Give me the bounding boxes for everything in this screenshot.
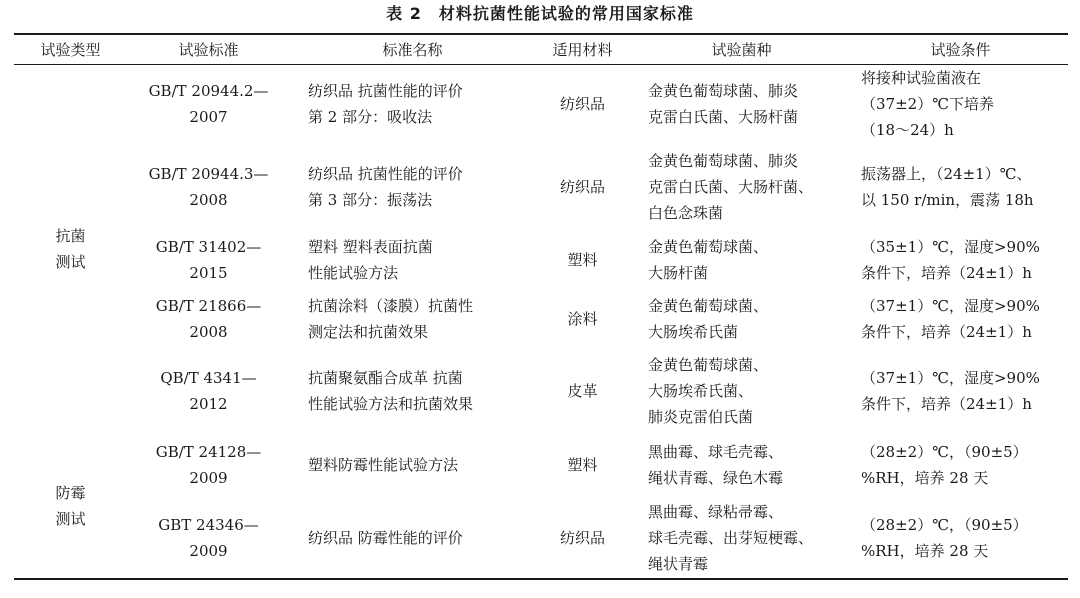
condition-text: 以 150 r/min，震荡 18h xyxy=(861,191,1034,209)
condition-text: 条件下，培养（24±1）h xyxy=(861,395,1032,413)
test-type-text: 抗菌 xyxy=(55,227,86,245)
test-type-text: 测试 xyxy=(55,253,86,271)
condition-text: 条件下，培养（24±1）h xyxy=(861,264,1032,282)
condition-text: （28±2）℃，（90±5） xyxy=(861,443,1028,461)
condition-cell xyxy=(853,349,1068,433)
header-standard: 试验标准 xyxy=(127,34,290,65)
standard-name-cell xyxy=(290,143,535,231)
condition-text: 将接种试验菌液在 xyxy=(861,69,982,87)
bacteria-text: 大肠埃希氏菌、 xyxy=(648,382,754,400)
condition-cell xyxy=(853,433,1068,497)
test-type-cell-antibacterial xyxy=(14,65,127,434)
material-cell: 塑料 xyxy=(567,456,598,474)
material-cell: 塑料 xyxy=(567,251,598,269)
table-row xyxy=(14,65,1068,144)
bacteria-text: 绳状青霉、绿色木霉 xyxy=(648,469,784,487)
table-row xyxy=(14,349,1068,433)
header-bacteria: 试验菌种 xyxy=(630,34,853,65)
standard-text: 2009 xyxy=(189,469,228,487)
standard-name-text: 测定法和抗菌效果 xyxy=(308,323,429,341)
bacteria-cell xyxy=(630,231,853,289)
condition-text: （37±1）℃，湿度>90% xyxy=(861,369,1040,387)
standard-name-text: 第 3 部分：振荡法 xyxy=(308,191,433,209)
standard-cell xyxy=(127,65,290,144)
standard-name-text: 纺织品 抗菌性能的评价 xyxy=(308,82,463,100)
standard-name-text: 抗菌聚氨酯合成革 抗菌 xyxy=(308,369,463,387)
condition-cell xyxy=(853,143,1068,231)
bacteria-text: 绳状青霉 xyxy=(648,554,709,573)
standard-cell xyxy=(127,143,290,231)
header-standard-name: 标准名称 xyxy=(290,34,535,65)
standard-text: 2008 xyxy=(189,323,228,341)
standard-name-text: 性能试验方法和抗菌效果 xyxy=(308,395,474,413)
bacteria-cell xyxy=(630,65,853,144)
standard-cell xyxy=(127,497,290,579)
standard-name-cell xyxy=(290,231,535,289)
condition-cell xyxy=(853,231,1068,289)
material-cell: 涂料 xyxy=(567,310,598,328)
test-type-text: 测试 xyxy=(55,509,86,528)
standard-name-cell xyxy=(290,289,535,349)
standard-name-text: 抗菌涂料（漆膜）抗菌性 xyxy=(308,297,474,315)
standard-cell xyxy=(127,433,290,497)
standard-name-text: 塑料 塑料表面抗菌 xyxy=(308,238,433,256)
standard-text: GB/T 24128— xyxy=(155,443,262,461)
bacteria-cell xyxy=(630,497,853,579)
condition-cell xyxy=(853,289,1068,349)
standard-text: GBT 24346— xyxy=(158,515,259,534)
standard-cell xyxy=(127,289,290,349)
standard-name-text: 性能试验方法 xyxy=(308,264,399,282)
bacteria-text: 白色念珠菌 xyxy=(648,204,724,222)
table-row xyxy=(14,231,1068,289)
header-test-type: 试验类型 xyxy=(14,34,127,65)
condition-text: （35±1）℃，湿度>90% xyxy=(861,238,1040,256)
bacteria-cell xyxy=(630,433,853,497)
standard-name-cell xyxy=(290,497,535,579)
condition-text: 条件下，培养（24±1）h xyxy=(861,323,1032,341)
condition-text: 振荡器上，（24±1）℃、 xyxy=(861,165,1032,183)
condition-text: %RH，培养 28 天 xyxy=(861,541,989,560)
header-condition: 试验条件 xyxy=(853,34,1068,65)
table-row xyxy=(14,143,1068,231)
table-row xyxy=(14,497,1068,579)
test-type-text: 防霉 xyxy=(55,483,86,502)
table-row xyxy=(14,289,1068,349)
bacteria-text: 肺炎克雷伯氏菌 xyxy=(648,408,754,426)
standard-name-text: 纺织品 防霉性能的评价 xyxy=(308,528,463,547)
standard-text: 2008 xyxy=(189,191,228,209)
standard-name-cell xyxy=(290,65,535,144)
standard-name-cell xyxy=(290,433,535,497)
standard-text: 2009 xyxy=(189,541,228,560)
standard-text: GB/T 20944.2— xyxy=(148,82,269,100)
bacteria-text: 金黄色葡萄球菌、肺炎 xyxy=(648,152,799,170)
bacteria-text: 金黄色葡萄球菌、肺炎 xyxy=(648,82,799,100)
condition-text: （37±1）℃，湿度>90% xyxy=(861,297,1040,315)
header-material: 适用材料 xyxy=(535,34,630,65)
header-row xyxy=(14,34,1068,65)
condition-text: %RH，培养 28 天 xyxy=(861,469,989,487)
standard-text: 2015 xyxy=(189,264,228,282)
standard-cell xyxy=(127,231,290,289)
standard-text: GB/T 21866— xyxy=(155,297,262,315)
bacteria-text: 克雷白氏菌、大肠杆菌 xyxy=(648,108,799,126)
standard-cell xyxy=(127,349,290,433)
standard-name-cell xyxy=(290,349,535,433)
bacteria-text: 大肠杆菌 xyxy=(648,264,709,282)
test-type-cell-mildew xyxy=(14,433,127,579)
bacteria-cell xyxy=(630,349,853,433)
standard-text: GB/T 31402— xyxy=(155,238,262,256)
bacteria-text: 黑曲霉、绿粘帚霉、 xyxy=(648,502,784,521)
bacteria-text: 黑曲霉、球毛壳霉、 xyxy=(648,443,784,461)
bacteria-text: 球毛壳霉、出芽短梗霉、 xyxy=(648,528,814,547)
standard-text: 2012 xyxy=(189,395,228,413)
bacteria-text: 克雷白氏菌、大肠杆菌、 xyxy=(648,178,814,196)
standard-text: QB/T 4341— xyxy=(160,369,257,387)
standards-table xyxy=(14,33,1068,580)
condition-text: （18～24）h xyxy=(861,121,954,139)
bacteria-cell xyxy=(630,143,853,231)
bacteria-text: 金黄色葡萄球菌、 xyxy=(648,356,769,374)
condition-text: （37±2）℃下培养 xyxy=(861,95,994,113)
condition-cell xyxy=(853,65,1068,144)
condition-text: （28±2）℃，（90±5） xyxy=(861,515,1028,534)
material-cell: 纺织品 xyxy=(559,528,605,547)
bacteria-text: 金黄色葡萄球菌、 xyxy=(648,297,769,315)
standard-name-text: 第 2 部分：吸收法 xyxy=(308,108,433,126)
table-caption: 表 2 材料抗菌性能试验的常用国家标准 xyxy=(386,4,694,23)
standard-name-text: 塑料防霉性能试验方法 xyxy=(308,456,459,474)
table-row xyxy=(14,433,1068,497)
standard-name-text: 纺织品 抗菌性能的评价 xyxy=(308,165,463,183)
material-cell: 纺织品 xyxy=(559,178,605,196)
bacteria-text: 大肠埃希氏菌 xyxy=(648,323,739,341)
bacteria-cell xyxy=(630,289,853,349)
material-cell: 纺织品 xyxy=(559,95,605,113)
material-cell: 皮革 xyxy=(567,382,598,400)
standard-text: 2007 xyxy=(189,108,228,126)
bacteria-text: 金黄色葡萄球菌、 xyxy=(648,238,769,256)
standard-text: GB/T 20944.3— xyxy=(148,165,269,183)
condition-cell xyxy=(853,497,1068,579)
